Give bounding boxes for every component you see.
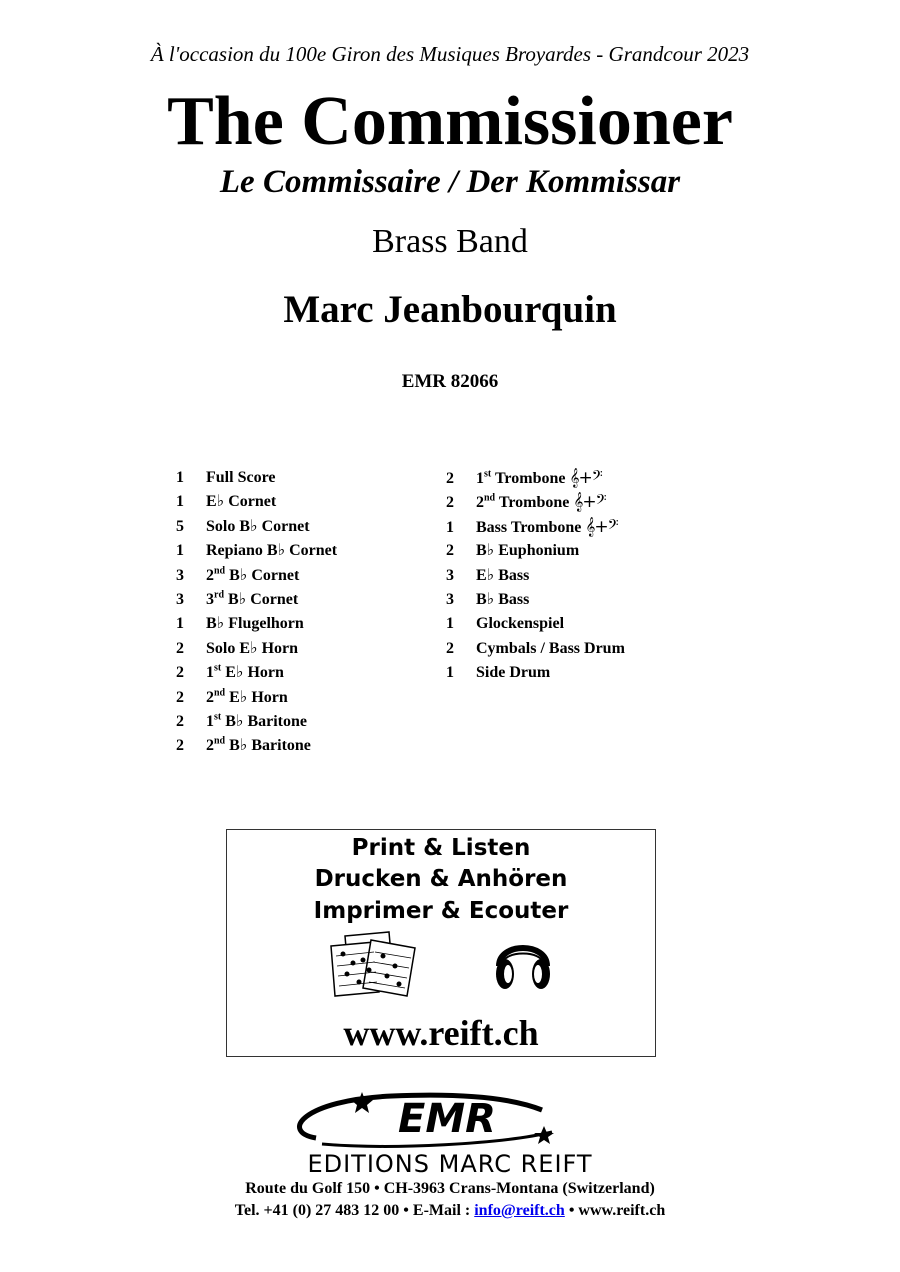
catalog-number: EMR 82066 (401, 371, 499, 392)
promo-website[interactable]: www.reift.ch (343, 1013, 539, 1053)
part-quantity: 2 (176, 688, 184, 706)
genre-label: Brass Band (372, 223, 528, 260)
part-name (476, 664, 550, 681)
emr-logo (252, 1090, 642, 1150)
part-name (476, 470, 602, 487)
part-name (206, 640, 298, 657)
part-quantity: 1 (176, 469, 184, 486)
part-row (446, 612, 625, 636)
part-quantity: 5 (176, 517, 184, 535)
part-name (476, 516, 618, 537)
part-row (176, 466, 337, 490)
part-row (446, 564, 625, 588)
part-row (176, 661, 337, 685)
part-name (206, 737, 311, 754)
part-quantity: 2 (176, 639, 184, 657)
part-row (176, 588, 337, 612)
part-row (446, 588, 625, 612)
part-row (446, 490, 625, 514)
part-name (206, 518, 310, 535)
part-quantity: 3 (446, 566, 454, 584)
part-name (206, 689, 288, 706)
part-quantity: 2 (446, 494, 454, 512)
clef-icon: 𝄞+𝄢 (585, 516, 618, 537)
part-quantity: 3 (176, 590, 184, 608)
publisher-address: Route du Golf 150 • CH-3963 Crans-Montana (Switzerland) (245, 1180, 655, 1197)
part-name (206, 493, 276, 510)
part-name-text: 1 (206, 712, 214, 730)
part-name-text: B♭ Cornet (225, 566, 300, 584)
part-row (446, 539, 625, 563)
clef-icon: 𝄞+𝄢 (569, 468, 602, 488)
part-name (476, 567, 529, 584)
part-name-text: 2 (206, 688, 214, 706)
part-name (206, 615, 304, 632)
part-row (176, 515, 337, 539)
part-row (176, 539, 337, 563)
part-quantity: 1 (176, 493, 184, 511)
part-row (176, 710, 337, 734)
print-listen-box (226, 829, 656, 1057)
part-quantity: 2 (176, 737, 184, 755)
part-name-text: 1 (206, 664, 214, 682)
part-quantity: 1 (446, 664, 454, 682)
page-title: The Commissioner (167, 83, 733, 160)
part-name-text: Cymbals / Bass Drum (476, 639, 625, 657)
part-name-text: B♭ Baritone (225, 737, 311, 755)
ordinal-suffix: st (214, 711, 222, 723)
part-quantity: 1 (446, 615, 454, 633)
headphones-icon (491, 928, 555, 994)
part-name (476, 542, 579, 559)
part-row (176, 612, 337, 636)
promo-line-french: Imprimer & Ecouter (313, 898, 569, 924)
part-name-text: E♭ Cornet (206, 493, 277, 511)
part-name-text: B♭ Baritone (221, 712, 307, 730)
part-row (176, 686, 337, 710)
part-name-text: Trombone (495, 494, 574, 512)
promo-line-german: Drucken & Anhören (314, 866, 568, 892)
part-name-text: 3 (206, 590, 214, 608)
part-quantity: 3 (176, 566, 184, 584)
part-name-text: Side Drum (476, 664, 551, 682)
composer-name: Marc Jeanbourquin (283, 288, 617, 331)
publisher-contact (0, 1202, 900, 1220)
part-quantity: 2 (446, 639, 454, 657)
part-name-text: B♭ Cornet (224, 590, 299, 608)
part-name-text: E♭ Horn (225, 688, 288, 706)
part-name (206, 591, 298, 608)
part-quantity: 2 (176, 664, 184, 682)
part-row (446, 661, 625, 685)
ordinal-suffix: st (484, 468, 492, 480)
part-name-text: B♭ Euphonium (476, 542, 580, 560)
ordinal-suffix: st (214, 662, 222, 674)
phone-text: Tel. +41 (0) 27 483 12 00 • E-Mail : (234, 1202, 475, 1219)
ordinal-suffix: nd (214, 687, 226, 699)
part-quantity: 1 (446, 518, 454, 536)
part-name-text: 2 (476, 494, 484, 512)
sheet-music-icon (327, 930, 422, 1000)
part-name (476, 591, 529, 608)
part-quantity: 2 (446, 470, 454, 487)
part-name-text: Bass Trombone (476, 518, 586, 536)
part-quantity: 3 (446, 590, 454, 608)
part-name-text: 2 (206, 737, 214, 755)
part-name (206, 713, 307, 730)
part-name-text: Repiano B♭ Cornet (206, 542, 338, 560)
part-name-text: Solo E♭ Horn (206, 639, 299, 657)
part-name-text: B♭ Flugelhorn (206, 615, 304, 633)
part-name (206, 469, 275, 486)
part-name-text: E♭ Horn (221, 664, 284, 682)
ordinal-suffix: nd (214, 735, 226, 747)
email-link[interactable]: info@reift.ch (474, 1202, 565, 1219)
part-name (476, 494, 606, 511)
promo-line-english: Print & Listen (351, 835, 531, 861)
part-name-text: Solo B♭ Cornet (206, 517, 310, 535)
part-name-text: E♭ Bass (476, 566, 530, 584)
part-quantity: 2 (446, 542, 454, 560)
part-quantity: 1 (176, 542, 184, 560)
part-name (476, 640, 625, 657)
part-name (476, 615, 564, 632)
ordinal-suffix: rd (214, 589, 224, 601)
occasion-line: À l'occasion du 100e Giron des Musiques Broyardes - Grandcour 2023 (150, 42, 750, 66)
website-text: • www.reift.ch (564, 1202, 666, 1219)
parts-list-left (176, 466, 337, 759)
publisher-name: EDITIONS MARC REIFT (307, 1150, 593, 1178)
part-name (206, 567, 299, 584)
clef-icon: 𝄞+𝄢 (573, 492, 606, 513)
part-row (446, 515, 625, 539)
part-name (206, 542, 337, 559)
part-name-text: Glockenspiel (476, 615, 565, 633)
subtitle: Le Commissaire / Der Kommissar (219, 164, 681, 200)
part-name-text: Full Score (206, 469, 276, 486)
part-name-text: 1 (476, 470, 484, 487)
ordinal-suffix: nd (214, 565, 226, 577)
part-name-text: Trombone (491, 470, 570, 487)
part-quantity: 2 (176, 712, 184, 730)
part-name-text: 2 (206, 566, 214, 584)
svg-text:EMR: EMR (398, 1096, 496, 1142)
part-quantity: 1 (176, 615, 184, 633)
part-row (446, 466, 625, 490)
part-row (176, 734, 337, 758)
part-name-text: B♭ Bass (476, 590, 530, 608)
part-name (206, 664, 284, 681)
part-row (446, 637, 625, 661)
part-row (176, 490, 337, 514)
ordinal-suffix: nd (484, 493, 496, 505)
part-row (176, 564, 337, 588)
parts-list-right (446, 466, 625, 686)
part-row (176, 637, 337, 661)
